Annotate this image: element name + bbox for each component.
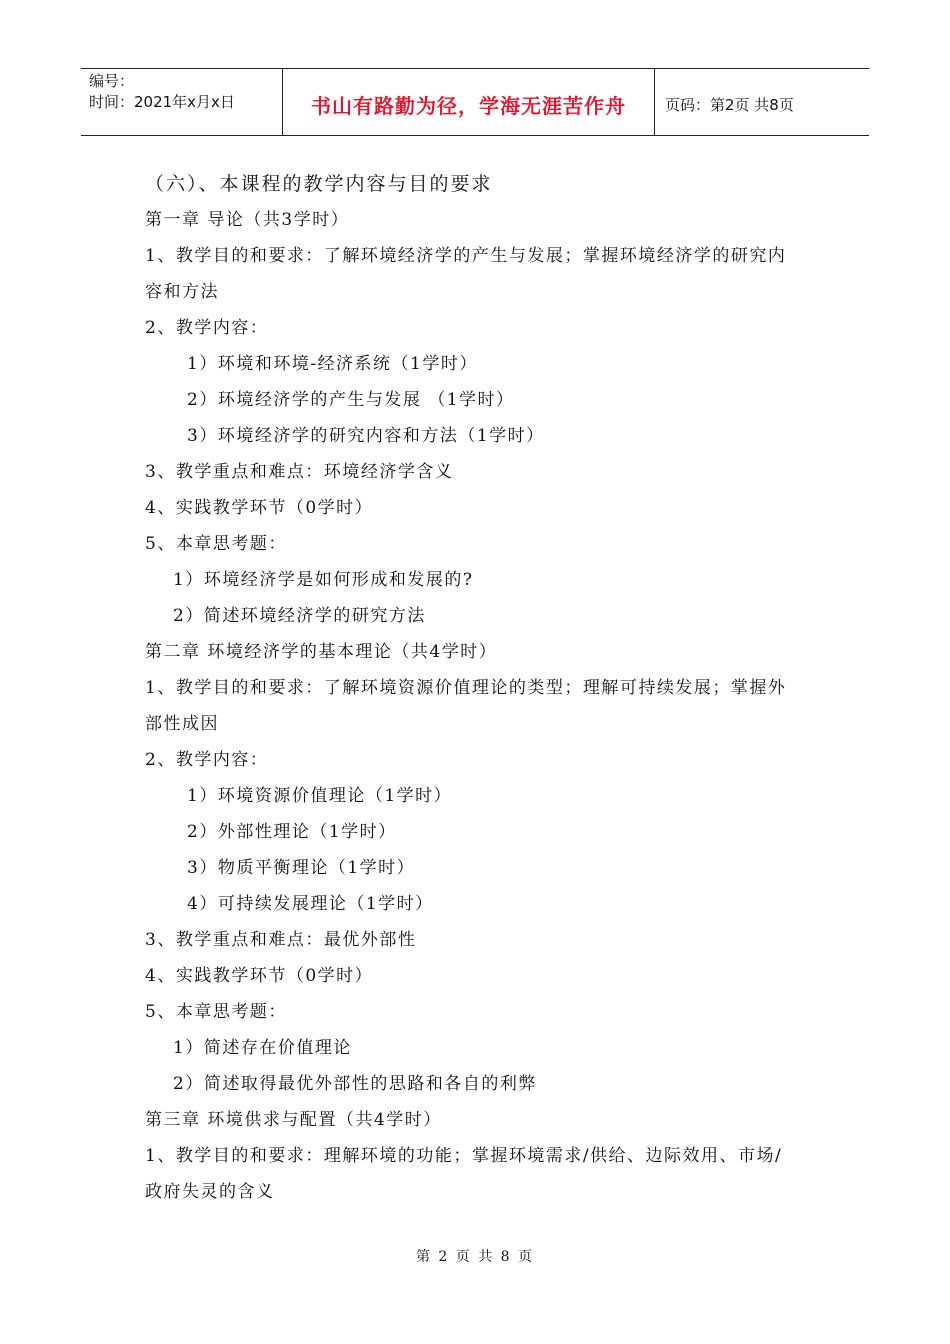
- section-title: （六）、本课程的教学内容与目的要求: [145, 173, 493, 195]
- body-line: 1、教学目的和要求：了解环境资源价值理论的类型；理解可持续发展；掌握外: [145, 678, 787, 698]
- chapter-heading: 第二章 环境经济学的基本理论（共4学时）: [145, 642, 498, 662]
- list-item: 1）简述存在价值理论: [173, 1038, 352, 1058]
- list-item: 4）可持续发展理论（1学时）: [187, 894, 434, 914]
- body-line: 3、教学重点和难点：环境经济学含义: [145, 462, 454, 482]
- header-meta: [81, 69, 283, 135]
- body-line: 3、教学重点和难点：最优外部性: [145, 930, 417, 950]
- body-line: 5、本章思考题：: [145, 534, 287, 554]
- chapter-heading: 第三章 环境供求与配置（共4学时）: [145, 1110, 442, 1130]
- body-line: 5、本章思考题：: [145, 1002, 287, 1022]
- document-body: [145, 166, 825, 1210]
- header-motto: 书山有路勤为径，学海无涯苦作舟: [283, 69, 655, 135]
- body-line: 4、实践教学环节（0学时）: [145, 498, 374, 518]
- list-item: 1）环境资源价值理论（1学时）: [187, 786, 453, 806]
- body-line: 1、教学目的和要求：理解环境的功能；掌握环境需求/供给、边际效用、市场/: [145, 1146, 783, 1166]
- page-footer: 第 2 页 共 8 页: [415, 1249, 535, 1265]
- body-line: 容和方法: [145, 282, 219, 302]
- body-line: 政府失灵的含义: [145, 1182, 275, 1202]
- page-header: [81, 68, 869, 136]
- body-line: 部性成因: [145, 714, 219, 734]
- document-number: 编号：: [89, 72, 135, 90]
- list-item: 1）环境和环境-经济系统（1学时）: [187, 354, 478, 374]
- body-line: 4、实践教学环节（0学时）: [145, 966, 374, 986]
- list-item: 2）环境经济学的产生与发展 （1学时）: [187, 390, 515, 410]
- body-line: 2、教学内容：: [145, 318, 269, 338]
- list-item: 2）外部性理论（1学时）: [187, 822, 397, 842]
- list-item: 1）环境经济学是如何形成和发展的?: [173, 570, 474, 590]
- header-page-number: 页码：第2页 共8页: [665, 95, 794, 114]
- body-line: 1、教学目的和要求：了解环境经济学的产生与发展；掌握环境经济学的研究内: [145, 246, 787, 266]
- list-item: 3）环境经济学的研究内容和方法（1学时）: [187, 426, 545, 446]
- chapter-heading: 第一章 导论（共3学时）: [145, 210, 350, 230]
- document-date: 时间：2021年x月x日: [89, 93, 235, 111]
- list-item: 2）简述取得最优外部性的思路和各自的利弊: [173, 1074, 537, 1094]
- list-item: 2）简述环境经济学的研究方法: [173, 606, 426, 626]
- list-item: 3）物质平衡理论（1学时）: [187, 858, 416, 878]
- body-line: 2、教学内容：: [145, 750, 269, 770]
